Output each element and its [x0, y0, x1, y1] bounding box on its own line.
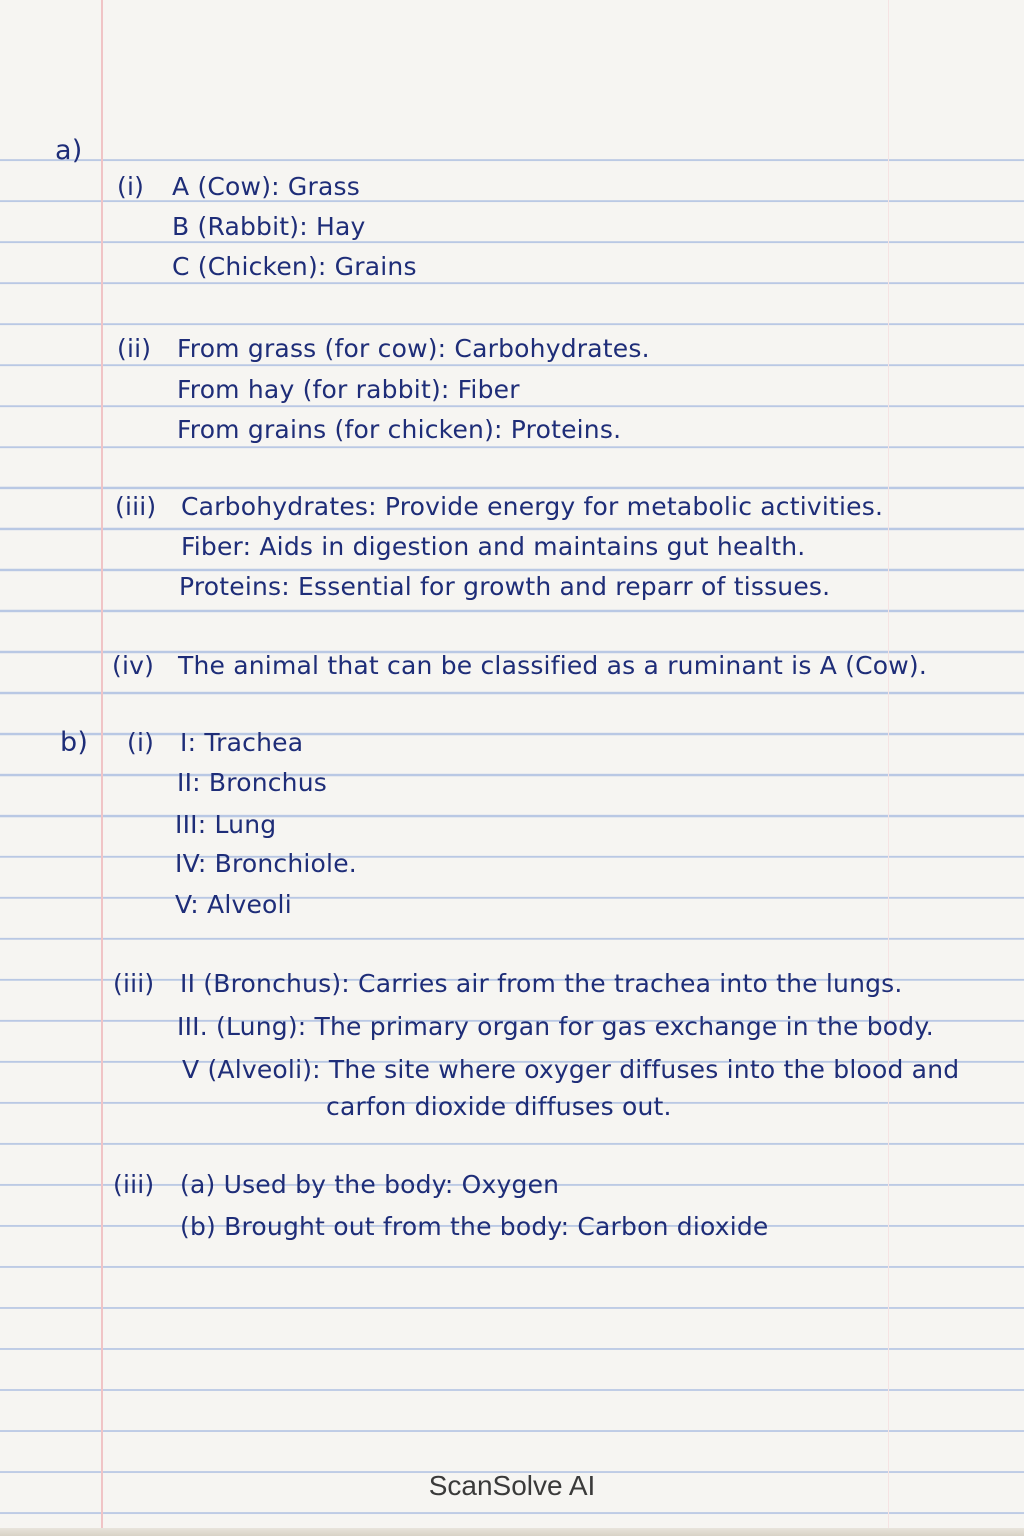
a-iii-line-3: Proteins: Essential for growth and reparr of tissues.	[179, 572, 831, 601]
b-i-line-2: II: Bronchus	[177, 768, 327, 797]
a-ii-line-3: From grains (for chicken): Proteins.	[177, 415, 622, 444]
a-i-line-1: A (Cow): Grass	[172, 172, 360, 201]
a-iii-line-2: Fiber: Aids in digestion and maintains gut health.	[181, 532, 806, 561]
a-i-line-3: C (Chicken): Grains	[172, 252, 417, 281]
b-ii-line-4: carfon dioxide diffuses out.	[326, 1092, 672, 1121]
paper-bottom-edge	[0, 1528, 1024, 1536]
b-ii-line-2: III. (Lung): The primary organ for gas exchange in the body.	[177, 1012, 934, 1041]
a-i-number: (i)	[117, 172, 145, 201]
a-iii-line-1: Carbohydrates: Provide energy for metabolic activities.	[181, 492, 884, 521]
b-ii-line-1: II (Bronchus): Carries air from the trachea into the lungs.	[180, 969, 903, 998]
b-iii-line-2: (b) Brought out from the body: Carbon dioxide	[180, 1212, 769, 1241]
part-a-label: a)	[55, 135, 83, 166]
a-iii-number: (iii)	[115, 492, 157, 521]
a-ii-line-1: From grass (for cow): Carbohydrates.	[177, 334, 650, 363]
right-margin-line	[888, 0, 889, 1536]
b-ii-number: (iii)	[113, 969, 155, 998]
part-b-label: b)	[60, 727, 89, 758]
a-iv-number: (iv)	[112, 651, 155, 680]
a-ii-number: (ii)	[117, 334, 152, 363]
b-ii-line-3: V (Alveoli): The site where oxyger diffuses into the blood and	[182, 1055, 960, 1084]
b-iii-number: (iii)	[113, 1170, 155, 1199]
a-ii-line-2: From hay (for rabbit): Fiber	[177, 375, 520, 404]
b-i-number: (i)	[127, 728, 155, 757]
b-i-line-3: III: Lung	[175, 810, 277, 839]
b-iii-line-1: (a) Used by the body: Oxygen	[180, 1170, 560, 1199]
watermark-footer: ScanSolve AI	[428, 1470, 596, 1501]
b-i-line-4: IV: Bronchiole.	[175, 849, 357, 878]
b-i-line-5: V: Alveoli	[175, 890, 292, 919]
a-iv-line-1: The animal that can be classified as a ruminant is A (Cow).	[178, 651, 927, 680]
margin-line	[101, 0, 103, 1536]
a-i-line-2: B (Rabbit): Hay	[172, 212, 366, 241]
b-i-line-1: I: Trachea	[180, 728, 304, 757]
